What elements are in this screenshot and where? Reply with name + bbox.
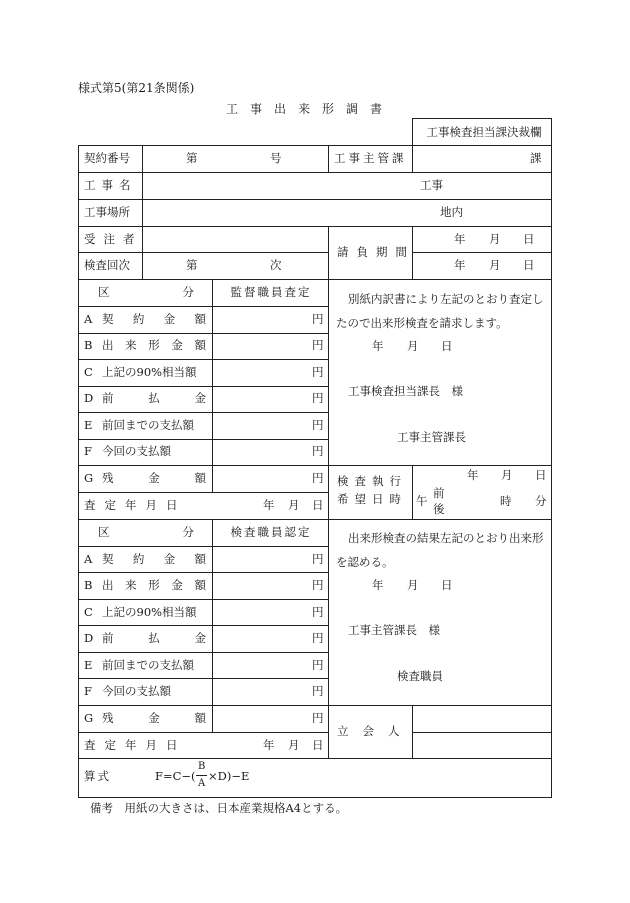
s2-row-label: 前回までの支払額: [102, 657, 194, 672]
s2-row-yen: 円: [312, 657, 324, 672]
request-date-month: 月: [407, 339, 419, 353]
s2-row-yen: 円: [312, 631, 324, 646]
period-start-day: 日: [523, 231, 535, 246]
period-start-month: 月: [489, 231, 501, 246]
formula-label: 算式: [84, 769, 111, 783]
formula-fraction-bar: [196, 775, 207, 776]
place-label: 工事場所: [84, 205, 130, 220]
dept-suffix: 課: [530, 151, 542, 166]
s2-row-letter: E: [84, 657, 93, 672]
exec-year: 年: [467, 468, 479, 482]
result-line-1: 出来形検査の結果左記のとおり出来形: [348, 531, 544, 545]
period-end-year: 年: [454, 258, 466, 273]
s1-row-label: 今回の支払額: [102, 444, 171, 459]
s2-col-assess: 検査職員認定: [230, 525, 312, 540]
request-addressee: 工事検査担当課長 様: [348, 384, 463, 398]
s2-row-yen: 円: [312, 578, 324, 593]
s1-row-yen: 円: [312, 391, 324, 406]
formula-denominator: A: [198, 778, 206, 789]
exec-pm: 後: [433, 502, 445, 516]
s2-row-label: 残 金 額: [102, 710, 206, 725]
exec-am: 前: [433, 486, 445, 500]
s2-row-yen: 円: [312, 684, 324, 699]
s1-date-month: 月: [288, 498, 300, 513]
exec-minute: 分: [535, 494, 547, 508]
period-start-year: 年: [454, 231, 466, 246]
request-date-year: 年: [372, 339, 384, 353]
contract-no-dai: 第: [186, 151, 198, 166]
s1-row-label: 出 来 形 金 額: [102, 338, 206, 353]
contractor-label: 受注者: [84, 231, 143, 246]
s1-date-label: 査定年月日: [84, 498, 187, 513]
s2-row-label: 前 払 金: [102, 631, 206, 646]
request-line-1: 別紙内訳書により左記のとおり査定し: [348, 292, 544, 306]
s2-row-letter: A: [84, 551, 93, 566]
s2-row-letter: D: [84, 631, 94, 646]
s2-col-kubun: [98, 520, 194, 546]
s1-row-label: 前回までの支払額: [102, 417, 194, 432]
s1-row-letter: F: [84, 444, 92, 459]
s2-row-letter: C: [84, 604, 93, 619]
s1-row-yen: 円: [312, 364, 324, 379]
exec-label-1: 検査執行: [337, 474, 407, 488]
s1-row-letter: E: [84, 417, 93, 432]
result-inspector: 検査職員: [397, 669, 443, 683]
s2-row-letter: B: [84, 578, 93, 593]
dept-label: 工事主管課: [334, 151, 407, 166]
approval-box-label: 工事検査担当課決裁欄: [426, 124, 542, 139]
result-date-year: 年: [372, 578, 384, 592]
round-ji: 次: [270, 258, 282, 273]
request-sender: 工事主管課長: [397, 430, 466, 444]
exec-month: 月: [501, 468, 513, 482]
s2-row-label: 出 来 形 金 額: [102, 578, 206, 593]
kubun-char: 区: [98, 285, 110, 300]
exec-hour: 時: [500, 494, 512, 508]
s2-row-yen: 円: [312, 710, 324, 725]
s1-date-year: 年: [263, 498, 275, 513]
result-date-day: 日: [441, 578, 453, 592]
s1-row-letter: C: [84, 364, 93, 379]
name-label: 工事名: [84, 178, 137, 193]
s2-row-yen: 円: [312, 551, 324, 566]
s1-row-letter: G: [84, 470, 94, 485]
s1-row-yen: 円: [312, 444, 324, 459]
s2-date-month: 月: [288, 737, 300, 752]
place-suffix: 地内: [440, 205, 463, 220]
request-date-day: 日: [441, 339, 453, 353]
contract-no-go: 号: [270, 151, 282, 166]
s1-col-kubun: [98, 280, 194, 306]
formula-rhs: ×D)−E: [208, 769, 250, 783]
s2-row-letter: F: [84, 684, 92, 699]
kubun-char: 分: [182, 525, 194, 540]
period-label: 請負期間: [337, 245, 415, 260]
s2-date-day: 日: [312, 737, 324, 752]
s1-row-label: 前 払 金: [102, 391, 206, 406]
result-line-2: を認める。: [336, 555, 394, 569]
form-id: 様式第5(第21条関係): [78, 81, 195, 95]
s2-row-label: 今回の支払額: [102, 684, 171, 699]
s1-row-yen: 円: [312, 338, 324, 353]
formula-numerator: B: [198, 761, 206, 772]
page-title: 工 事 出 来 形 調 書: [226, 102, 383, 116]
name-suffix: 工事: [420, 178, 443, 193]
s1-row-yen: 円: [312, 417, 324, 432]
kubun-char: 分: [182, 285, 194, 300]
exec-label-2: 希望日時: [337, 492, 407, 506]
s1-row-letter: B: [84, 338, 93, 353]
exec-day: 日: [535, 468, 547, 482]
s2-row-label: 契 約 金 額: [102, 551, 206, 566]
result-addressee: 工事主管課長 様: [348, 623, 440, 637]
s1-row-yen: 円: [312, 470, 324, 485]
s1-row-label: 上記の90%相当額: [102, 364, 197, 379]
s2-date-year: 年: [263, 737, 275, 752]
period-end-month: 月: [489, 258, 501, 273]
kubun-char: 区: [98, 525, 110, 540]
request-line-2: たので出来形検査を請求します。: [336, 316, 508, 330]
note: 備考 用紙の大きさは、日本産業規格A4とする。: [90, 801, 348, 815]
s2-date-label: 査定年月日: [84, 737, 187, 752]
s2-row-letter: G: [84, 710, 94, 725]
period-end-day: 日: [523, 258, 535, 273]
exec-ampm-prefix: 午: [416, 494, 428, 508]
s1-row-label: 残 金 額: [102, 470, 206, 485]
s2-row-label: 上記の90%相当額: [102, 604, 197, 619]
s1-col-assess: 監督職員査定: [230, 285, 312, 300]
s1-row-letter: D: [84, 391, 94, 406]
s1-date-day: 日: [312, 498, 324, 513]
result-date-month: 月: [407, 578, 419, 592]
s1-row-yen: 円: [312, 311, 324, 326]
s1-row-letter: A: [84, 311, 93, 326]
formula-lhs: F=C−(: [155, 769, 196, 783]
round-dai: 第: [186, 258, 198, 273]
witness-label: 立会人: [337, 724, 414, 739]
contract-no-label: 契約番号: [84, 151, 130, 166]
s2-row-yen: 円: [312, 604, 324, 619]
s1-row-label: 契 約 金 額: [102, 311, 206, 326]
round-label: 検査回次: [84, 258, 130, 273]
